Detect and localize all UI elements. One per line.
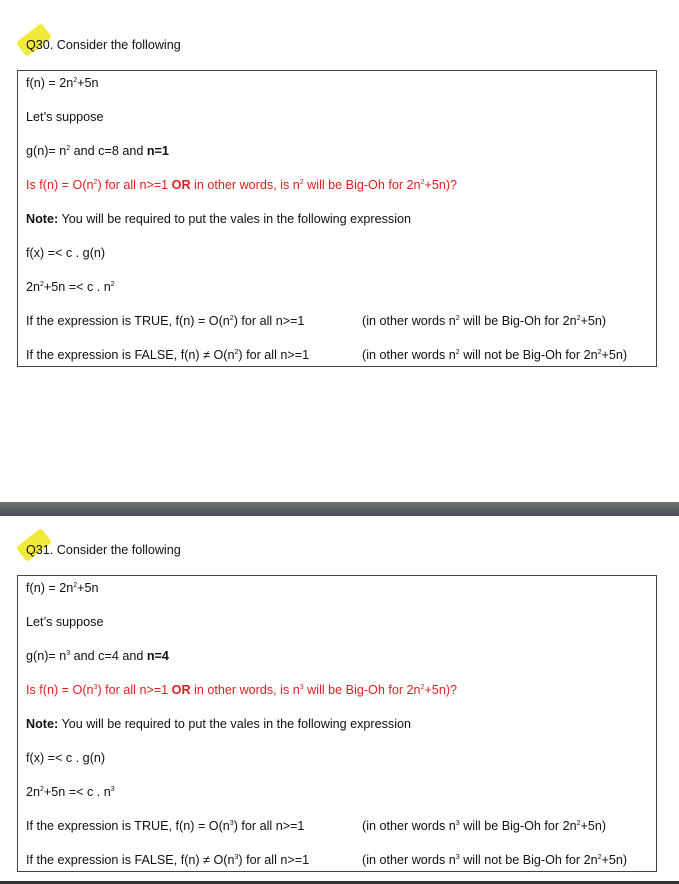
- suppose-text: Let’s suppose: [26, 110, 104, 124]
- false-case-explanation: (in other words $n^2$ will not be Big-Oh for $2n^2+5n$): [362, 348, 628, 362]
- expression-2: $2n^2+5n =< c$ . $n^3$: [26, 785, 115, 799]
- expression-2: $2n^2+5n =< c$ . $n^2$: [26, 280, 115, 294]
- true-case-explanation: (in other words $n^2$ will be Big-Oh for $2n^2+5n$): [362, 314, 607, 328]
- false-case-explanation: (in other words $n^3$ will not be Big-Oh for $2n^2+5n$): [362, 853, 628, 867]
- question-statement: Is $f(n) = O(n^2)$ for all n>=1 OR in other words, is $n^2$ will be Big-Oh for $2n^2+5n$)?: [26, 178, 458, 192]
- question-label: Q30.: [26, 38, 54, 52]
- question-title-text: Consider the following: [53, 38, 181, 52]
- question-statement: Is $f(n) = O(n^3)$ for all n>=1 OR in other words, is $n^3$ will be Big-Oh for $2n^2+5n$)?: [26, 683, 458, 697]
- suppose-text: Let’s suppose: [26, 615, 104, 629]
- question-title-text: Consider the following: [53, 543, 181, 557]
- question-box-q30: [17, 70, 657, 367]
- question-title-q30: [26, 38, 181, 52]
- question-box-q31: [17, 575, 657, 872]
- note-text: Note: You will be required to put the vales in the following expression: [26, 717, 412, 731]
- page-separator: [0, 502, 679, 516]
- false-case: If the expression is FALSE, $f(n) \ne O(n^2)$ for all n>=1: [26, 348, 310, 362]
- true-case-explanation: (in other words $n^3$ will be Big-Oh for $2n^2+5n$): [362, 819, 607, 833]
- g-definition: $g(n)= n^2$ and c=8 and n=1: [26, 144, 169, 158]
- true-case: If the expression is TRUE, $f(n) = O(n^3)$ for all n>=1: [26, 819, 305, 833]
- g-definition: $g(n)= n^3$ and c=4 and n=4: [26, 649, 169, 663]
- expression-1: f(x) =< c . g(n): [26, 246, 106, 260]
- true-case: If the expression is TRUE, $f(n) = O(n^2)$ for all n>=1: [26, 314, 305, 328]
- function-def: $f(n) = 2n^2+5n$: [26, 581, 99, 595]
- question-label: Q31.: [26, 543, 54, 557]
- false-case: If the expression is FALSE, $f(n) \ne O(n^3)$ for all n>=1: [26, 853, 310, 867]
- function-def: $f(n) = 2n^2+5n$: [26, 76, 99, 90]
- question-title-q31: [26, 543, 181, 557]
- expression-1: f(x) =< c . g(n): [26, 751, 106, 765]
- note-text: Note: You will be required to put the vales in the following expression: [26, 212, 412, 226]
